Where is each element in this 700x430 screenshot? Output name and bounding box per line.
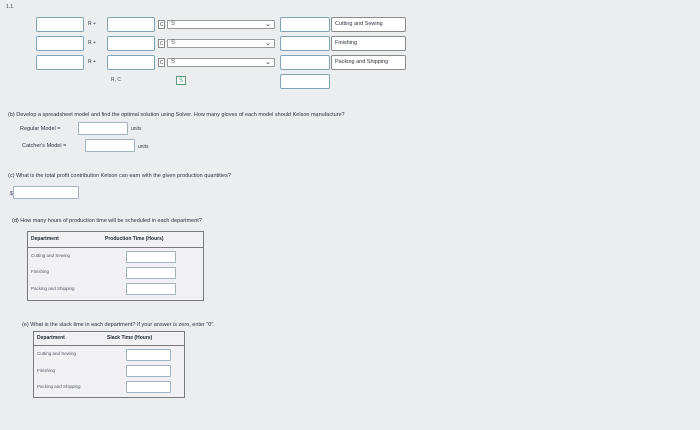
c-var-1: C: [159, 22, 164, 28]
relation-value-1: S: [171, 21, 176, 27]
op-label-2: R +: [88, 40, 96, 46]
relation-select-2[interactable]: [167, 39, 275, 48]
table-row-label: Finishing: [37, 368, 56, 373]
catcher-model-label: Catcher's Model =: [22, 143, 67, 149]
production-time-input-finishing[interactable]: [126, 267, 176, 279]
part-d-question: (d) How many hours of production time will be scheduled in each department?: [12, 218, 202, 224]
col-slack-time: Slack Time (Hours): [107, 335, 153, 341]
slack-time-input-finishing[interactable]: [126, 365, 171, 377]
slack-time-input-packing[interactable]: [126, 381, 171, 393]
col-department: Department: [37, 335, 65, 341]
rhs-input-3[interactable]: [280, 55, 330, 70]
constraint-name-2: Finishing: [331, 36, 406, 51]
coef-r-input-1[interactable]: [36, 17, 84, 32]
coef-c-input-1[interactable]: [107, 17, 155, 32]
relation-select-1[interactable]: [167, 20, 275, 29]
regular-model-label: Regular Model =: [20, 126, 61, 132]
c-var-2: C: [159, 41, 164, 47]
constraint-name-1: Cutting and Sewing: [331, 17, 406, 32]
catcher-model-input[interactable]: [85, 139, 135, 152]
production-time-input-cutting[interactable]: [126, 251, 176, 263]
table-row-label: Cutting and Sewing: [31, 253, 71, 258]
question-number: 1.1.: [6, 4, 15, 10]
slack-time-input-cutting[interactable]: [126, 349, 171, 361]
op-label-1: R +: [88, 21, 96, 27]
relation-value-3: S: [171, 59, 176, 65]
header-divider: [34, 345, 184, 346]
chevron-down-icon: ⌄: [265, 21, 271, 28]
nonneg-rhs-input[interactable]: [280, 74, 330, 89]
op-label-3: R +: [88, 59, 96, 65]
rhs-input-2[interactable]: [280, 36, 330, 51]
header-divider: [28, 247, 203, 248]
relation-select-3[interactable]: [167, 58, 275, 67]
catcher-units-label: units: [138, 144, 149, 150]
table-row-label: Finishing: [31, 269, 50, 274]
currency-symbol: $: [10, 191, 13, 197]
rhs-input-1[interactable]: [280, 17, 330, 32]
relation-value-2: S: [171, 40, 176, 46]
relation-indicator: S: [176, 76, 186, 85]
coef-c-input-3[interactable]: [107, 55, 155, 70]
coef-r-input-3[interactable]: [36, 55, 84, 70]
profit-input[interactable]: [13, 186, 79, 199]
part-e-question: (e) What is the slack time in each department? If your answer is zero, enter "0".: [22, 322, 215, 328]
nonneg-vars-label: R, C: [111, 77, 121, 83]
coef-r-input-2[interactable]: [36, 36, 84, 51]
table-row-label: Packing and Shipping: [31, 286, 75, 291]
table-row-label: Cutting and Sewing: [37, 351, 77, 356]
table-row-label: Packing and Shipping: [37, 384, 81, 389]
part-c-question: (c) What is the total profit contribution Kelson can earn with the given production quantities?: [8, 173, 231, 179]
col-production-time: Production Time (Hours): [105, 236, 164, 242]
chevron-down-icon: ⌄: [265, 40, 271, 47]
slack-time-table: [33, 331, 185, 398]
c-var-3: C: [159, 60, 164, 66]
regular-model-input[interactable]: [78, 122, 128, 135]
regular-units-label: units: [131, 126, 142, 132]
production-time-table: [27, 231, 204, 301]
part-b-question: (b) Develop a spreadsheet model and find the optimal solution using Solver. How many gloves of each model should Kelson manufacture?: [8, 112, 345, 118]
col-department: Department: [31, 236, 59, 242]
production-time-input-packing[interactable]: [126, 283, 176, 295]
coef-c-input-2[interactable]: [107, 36, 155, 51]
chevron-down-icon: ⌄: [265, 59, 271, 66]
constraint-name-3: Packing and Shipping: [331, 55, 406, 70]
